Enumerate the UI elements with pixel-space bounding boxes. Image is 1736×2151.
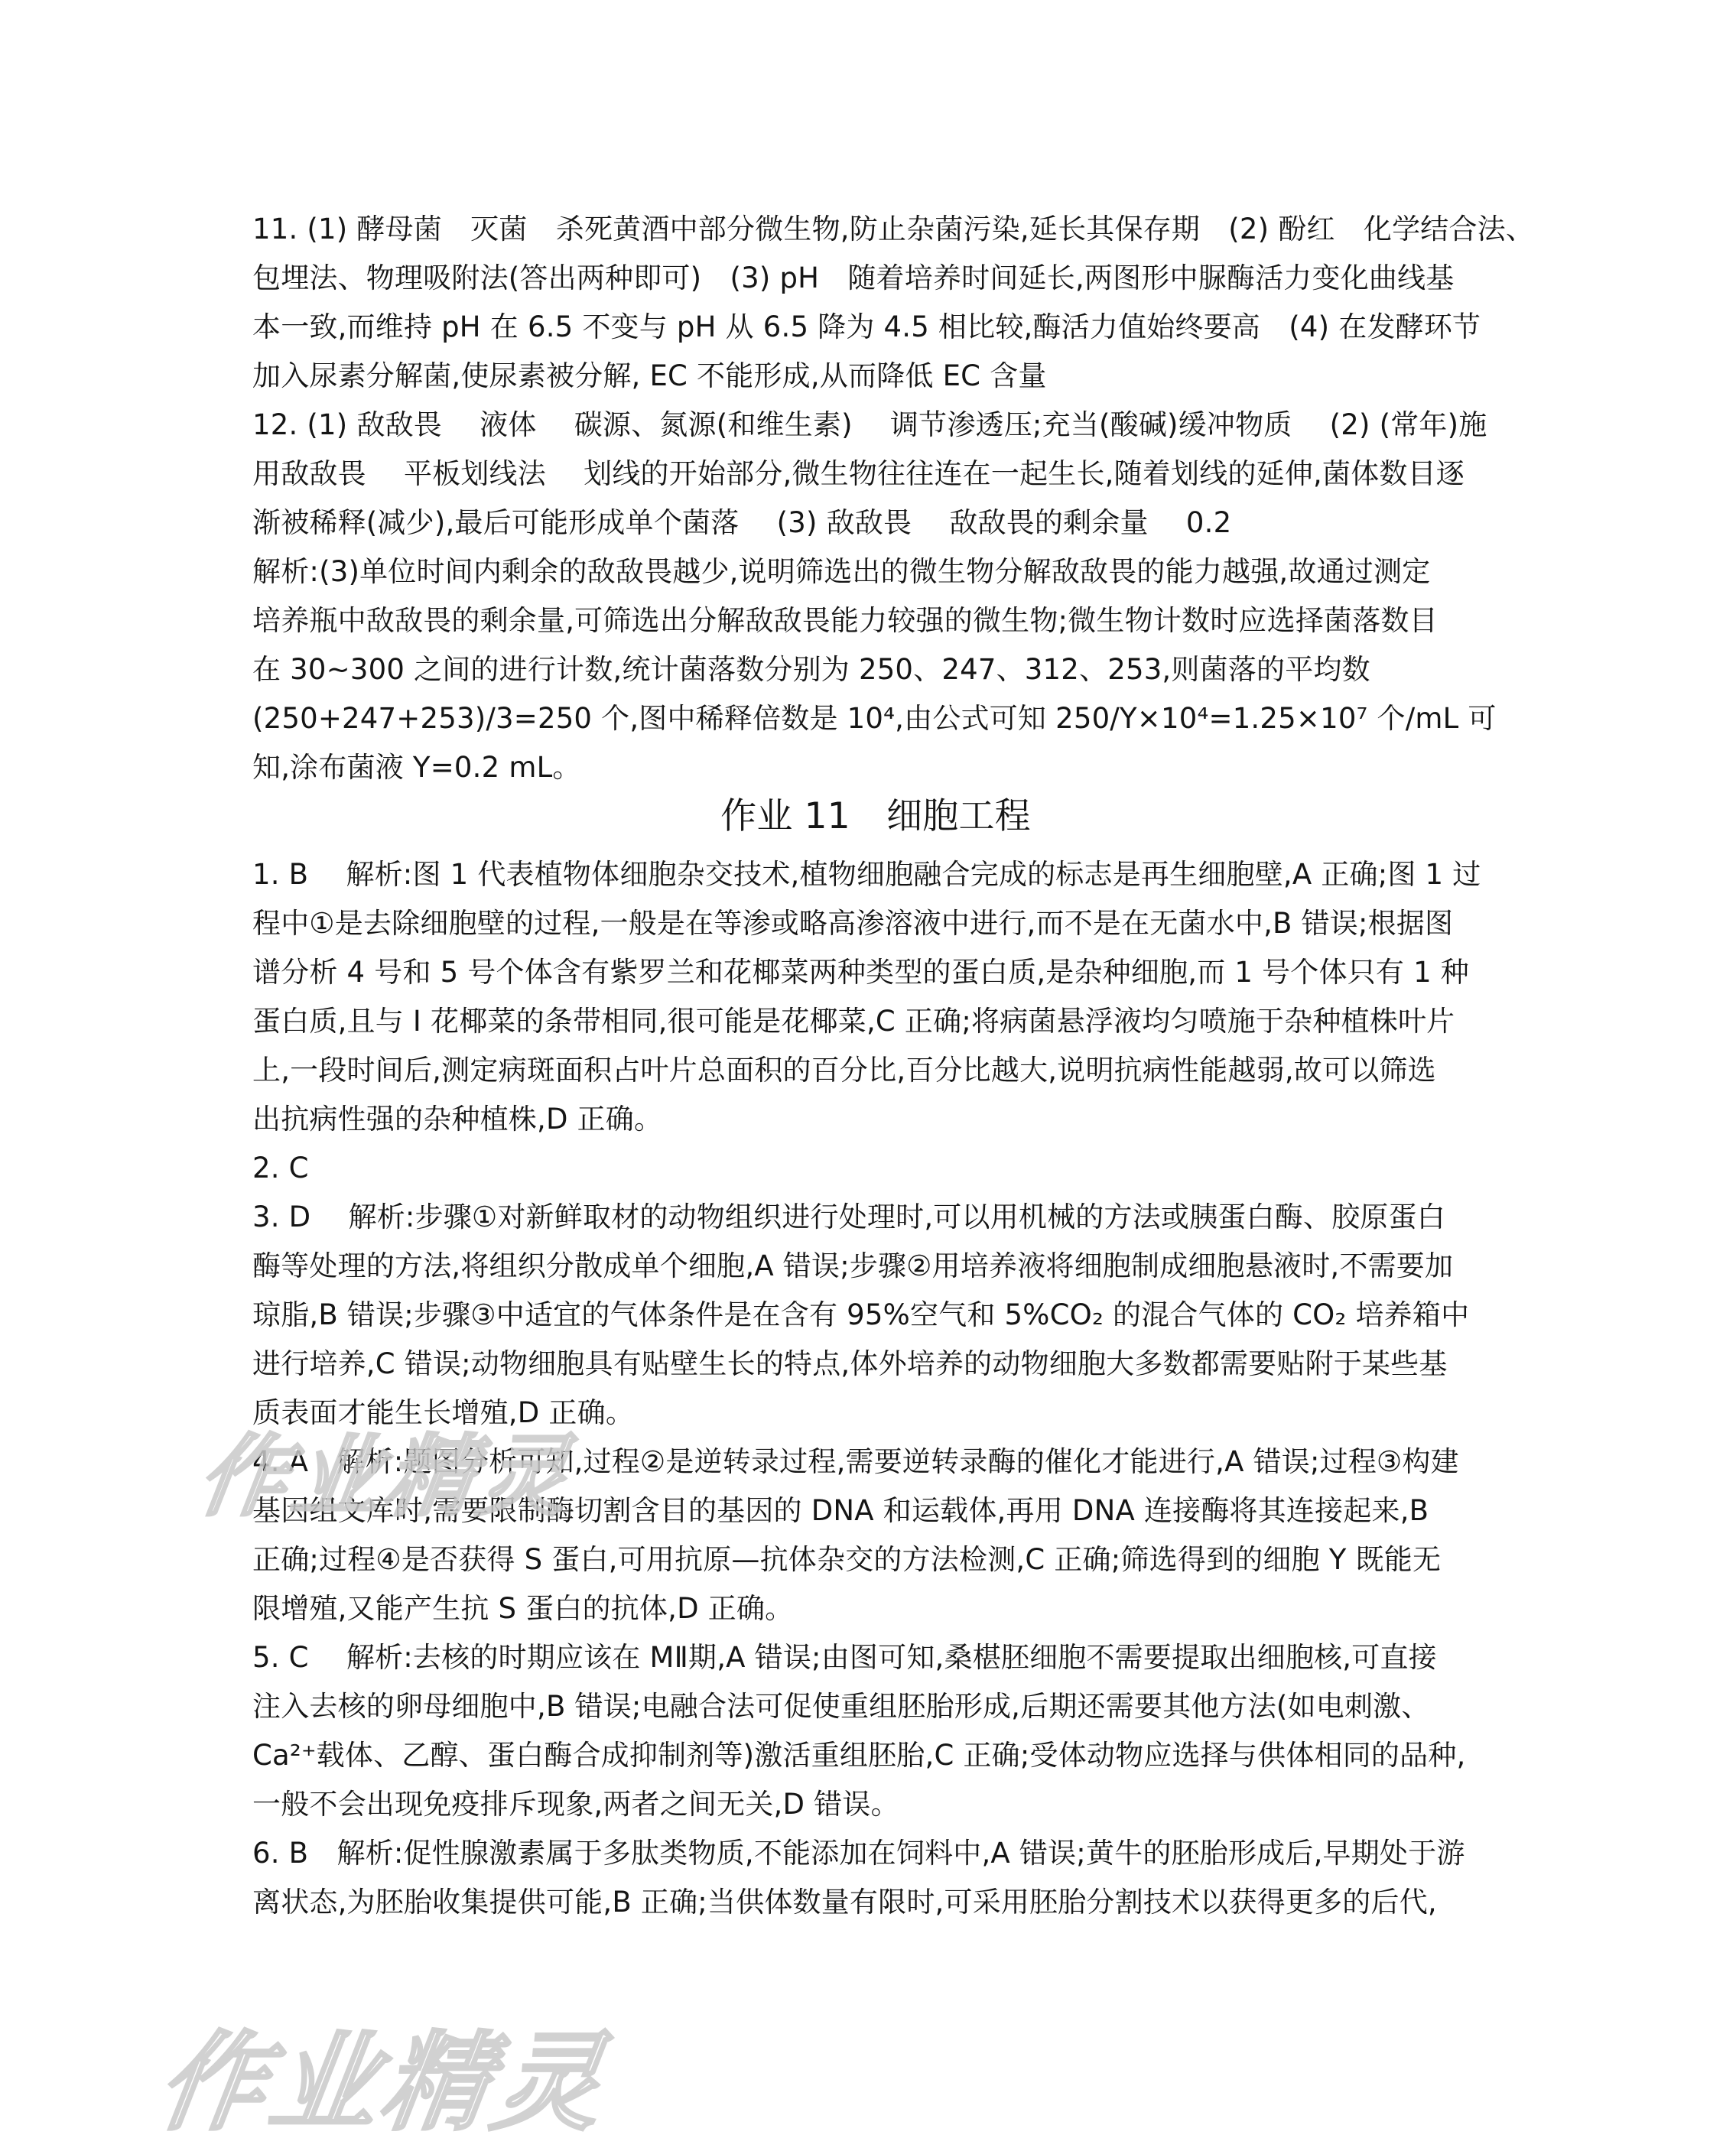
- text-line: 1. B 解析:图 1 代表植物体细胞杂交技术,植物细胞融合完成的标志是再生细胞壁,A 正确;图 1 过: [252, 858, 1481, 891]
- text-line: 离状态,为胚胎收集提供可能,B 正确;当供体数量有限时,可采用胚胎分割技术以获得更多的后代,: [252, 1886, 1437, 1919]
- text-line: 培养瓶中敌敌畏的剩余量,可筛选出分解敌敌畏能力较强的微生物;微生物计数时应选择菌落数目: [252, 604, 1438, 637]
- text-line: 4. A 解析:题图分析可知,过程②是逆转录过程,需要逆转录酶的催化才能进行,A 错误;过程③构建: [252, 1445, 1459, 1478]
- text-line: 正确;过程④是否获得 S 蛋白,可用抗原—抗体杂交的方法检测,C 正确;筛选得到的细胞 Y 既能无: [252, 1543, 1442, 1576]
- text-line: 知,涂布菌液 Y=0.2 mL。: [252, 751, 581, 784]
- text-line: 琼脂,B 错误;步骤③中适宜的气体条件是在含有 95%空气和 5%CO₂ 的混合气体的 CO₂ 培养箱中: [252, 1298, 1470, 1331]
- text-line: 限增殖,又能产生抗 S 蛋白的抗体,D 正确。: [252, 1592, 794, 1625]
- text-line: 包埋法、物理吸附法(答出两种即可) (3) pH 随着培养时间延长,两图形中脲酶活力变化曲线基: [252, 262, 1455, 294]
- text-line: 质表面才能生长增殖,D 正确。: [252, 1396, 635, 1429]
- text-line: 加入尿素分解菌,使尿素被分解, EC 不能形成,从而降低 EC 含量: [252, 359, 1047, 392]
- text-line: 进行培养,C 错误;动物细胞具有贴壁生长的特点,体外培养的动物细胞大多数都需要贴附于某些基: [252, 1347, 1448, 1380]
- text-line: 渐被稀释(减少),最后可能形成单个菌落 (3) 敌敌畏 敌敌畏的剩余量 0.2: [252, 506, 1232, 539]
- text-line: 程中①是去除细胞壁的过程,一般是在等渗或略高渗溶液中进行,而不是在无菌水中,B 错误;根据图: [252, 907, 1454, 940]
- text-line: 在 30~300 之间的进行计数,统计菌落数分别为 250、247、312、253,则菌落的平均数: [252, 653, 1370, 686]
- text-line: 本一致,而维持 pH 在 6.5 不变与 pH 从 6.5 降为 4.5 相比较,酶活力值始终要高 (4) 在发酵环节: [252, 310, 1481, 343]
- text-line: 出抗病性强的杂种植株,D 正确。: [252, 1103, 663, 1136]
- text-line: 5. C 解析:去核的时期应该在 MⅡ期,A 错误;由图可知,桑椹胚细胞不需要提取出细胞核,可直接: [252, 1641, 1437, 1674]
- text-line: 一般不会出现免疫排斥现象,两者之间无关,D 错误。: [252, 1788, 899, 1821]
- text-line: 酶等处理的方法,将组织分散成单个细胞,A 错误;步骤②用培养液将细胞制成细胞悬液时,不需要加: [252, 1249, 1454, 1282]
- text-line: 3. D 解析:步骤①对新鲜取材的动物组织进行处理时,可以用机械的方法或胰蛋白酶、胶原蛋白: [252, 1201, 1445, 1233]
- answer-block-homework-11: [252, 850, 1481, 1927]
- text-line: 蛋白质,且与 I 花椰菜的条带相同,很可能是花椰菜,C 正确;将病菌悬浮液均匀喷施于杂种植株叶片: [252, 1005, 1455, 1038]
- text-line: 注入去核的卵母细胞中,B 错误;电融合法可促使重组胚胎形成,后期还需要其他方法(如电刺激、: [252, 1690, 1430, 1723]
- text-line: 12. (1) 敌敌畏 液体 碳源、氮源(和维生素) 调节渗透压;充当(酸碱)缓冲物质 (2) (常年)施: [252, 408, 1487, 441]
- text-line: 6. B 解析:促性腺激素属于多肽类物质,不能添加在饲料中,A 错误;黄牛的胚胎形成后,早期处于游: [252, 1837, 1465, 1870]
- text-line: (250+247+253)/3=250 个,图中稀释倍数是 10⁴,由公式可知 250/Y×10⁴=1.25×10⁷ 个/mL 可: [252, 702, 1497, 735]
- text-line: 解析:(3)单位时间内剩余的敌敌畏越少,说明筛选出的微生物分解敌敌畏的能力越强,故通过测定: [252, 555, 1431, 588]
- answer-block-11-12: [252, 205, 1535, 792]
- text-line: 用敌敌畏 平板划线法 划线的开始部分,微生物往往连在一起生长,随着划线的延伸,菌体数目逐: [252, 457, 1465, 490]
- section-title: 作业 11 细胞工程: [720, 795, 1031, 837]
- text-line: 基因组文库时,需要限制酶切割含目的基因的 DNA 和运载体,再用 DNA 连接酶将其连接起来,B: [252, 1494, 1429, 1527]
- text-line: 2. C: [252, 1152, 309, 1184]
- text-line: Ca²⁺载体、乙醇、蛋白酶合成抑制剂等)激活重组胚胎,C 正确;受体动物应选择与供体相同的品种,: [252, 1739, 1466, 1772]
- watermark: 作业精灵: [150, 2021, 615, 2146]
- text-line: 上,一段时间后,测定病斑面积占叶片总面积的百分比,百分比越大,说明抗病性能越弱,故可以筛选: [252, 1054, 1436, 1087]
- watermark: 作业精灵: [192, 1425, 580, 1529]
- text-line: 谱分析 4 号和 5 号个体含有紫罗兰和花椰菜两种类型的蛋白质,是杂种细胞,而 1 号个体只有 1 种: [252, 956, 1469, 989]
- text-line: 11. (1) 酵母菌 灭菌 杀死黄酒中部分微生物,防止杂菌污染,延长其保存期 (2) 酚红 化学结合法、: [252, 213, 1535, 245]
